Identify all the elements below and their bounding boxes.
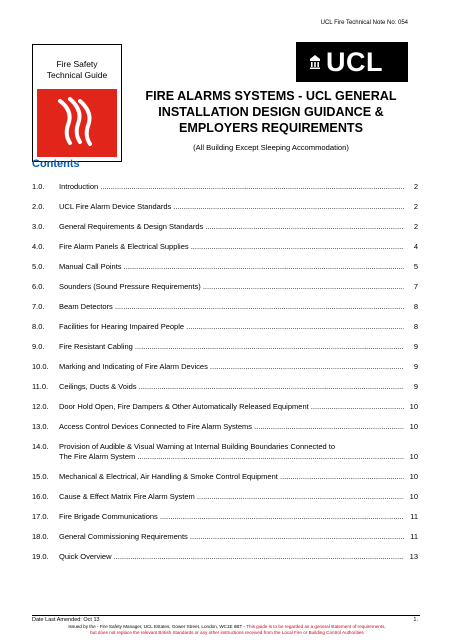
ucl-logo-text: UCL: [326, 46, 383, 77]
technical-note-number: UCL Fire Technical Note No: 054: [320, 20, 408, 26]
footer-date-amended: Date Last Amended: Oct 13: [32, 617, 100, 623]
toc-entry-title-continued: The Fire Alarm System .....: [59, 452, 404, 462]
toc-entry-page: 7: [413, 282, 418, 291]
toc-entry-number: 7.0.: [32, 302, 45, 311]
title-line3: EMPLOYERS REQUIREMENTS: [178, 121, 364, 135]
ucl-logo: [296, 42, 408, 82]
toc-entry-title: Ceilings, Ducts & Voids .....: [59, 382, 404, 392]
toc-entry-number: 13.0.: [32, 422, 49, 431]
toc-entry-title: Mechanical & Electrical, Air Handling & Smoke Control Equipment .....: [59, 472, 404, 482]
document-subtitle: (All Building Except Sleeping Accommodation): [193, 143, 349, 152]
toc-entry-number: 11.0.: [32, 382, 49, 391]
toc-entry-number: 18.0.: [32, 532, 49, 541]
technical-guide-box: [32, 44, 122, 162]
toc-entry-page: 9: [413, 382, 418, 391]
toc-entry-title: Access Control Devices Connected to Fire Alarm Systems .....: [59, 422, 404, 432]
toc-entry-title: General Commissioning Requirements .....: [59, 532, 404, 542]
toc-entry-title: Quick Overview .....: [59, 552, 404, 562]
footer-issued-text: Issued by the - Fire Safety Manager, UCL Estates, Gower Street, London, WC1E 6BT -: [68, 624, 246, 629]
toc-entry-page: 4: [413, 242, 418, 251]
toc-entry-number: 1.0.: [32, 182, 45, 191]
toc-entry-page: 10: [409, 452, 418, 461]
toc-entry-number: 14.0.: [32, 442, 49, 451]
toc-entry-number: 16.0.: [32, 492, 49, 501]
toc-entry-title: Fire Brigade Communications .....: [59, 512, 404, 522]
toc-entry-title: Introduction .....: [59, 182, 404, 192]
toc-entry-title: Provision of Audible & Visual Warning at Internal Building Boundaries Connected to: [59, 442, 336, 451]
guide-label: [33, 45, 121, 81]
toc-entry-title: Fire Alarm Panels & Electrical Supplies .....: [59, 242, 404, 252]
toc-entry-page: 11: [410, 512, 418, 521]
fire-flame-icon: [37, 89, 117, 157]
ucl-crest-icon: [308, 54, 322, 70]
footer-issued-by: [20, 624, 434, 636]
toc-entry-title: Cause & Effect Matrix Fire Alarm System .....: [59, 492, 404, 502]
toc-entry-title: General Requirements & Design Standards .....: [59, 222, 404, 232]
toc-entry-title: Sounders (Sound Pressure Requirements) .....: [59, 282, 404, 292]
toc-entry-number: 17.0.: [32, 512, 49, 521]
toc-entry-number: 3.0.: [32, 222, 45, 231]
toc-entry-page: 10: [409, 422, 418, 431]
toc-entry-number: 12.0.: [32, 402, 49, 411]
toc-entry-number: 19.0.: [32, 552, 49, 561]
toc-entry-page: 9: [413, 342, 418, 351]
toc-entry-number: 6.0.: [32, 282, 45, 291]
toc-entry-title: Fire Resistant Cabling .....: [59, 342, 404, 352]
toc-entry-number: 9.0.: [32, 342, 45, 351]
toc-entry-page: 9: [413, 362, 418, 371]
toc-entry-title: Manual Call Points .....: [59, 262, 404, 272]
toc-entry-title: Door Hold Open, Fire Dampers & Other Automatically Released Equipment .....: [59, 402, 404, 412]
toc-entry-number: 15.0.: [32, 472, 49, 481]
toc-entry-title: Marking and Indicating of Fire Alarm Devices .....: [59, 362, 404, 372]
toc-entry-title: Facilities for Hearing Impaired People .....: [59, 322, 404, 332]
title-line2: INSTALLATION DESIGN GUIDANCE &: [158, 105, 384, 119]
title-line1: FIRE ALARMS SYSTEMS - UCL GENERAL: [145, 89, 397, 103]
toc-entry-title: UCL Fire Alarm Device Standards .....: [59, 202, 404, 212]
document-title: [126, 88, 416, 136]
toc-entry-page: 10: [409, 402, 418, 411]
footer-page-number: 1.: [413, 617, 418, 623]
footer-divider: [32, 615, 420, 616]
toc-entry-number: 8.0.: [32, 322, 45, 331]
toc-entry-page: 2: [413, 182, 418, 191]
toc-entry-page: 2: [413, 202, 418, 211]
contents-heading: Contents: [32, 158, 80, 170]
toc-entry-number: 5.0.: [32, 262, 45, 271]
toc-entry-page: 2: [413, 222, 418, 231]
toc-entry-number: 10.0.: [32, 362, 49, 371]
toc-entry-page: 11: [410, 532, 418, 541]
toc-entry-page: 5: [413, 262, 418, 271]
toc-entry-title: Beam Detectors .....: [59, 302, 404, 312]
toc-entry-number: 4.0.: [32, 242, 45, 251]
toc-entry-number: 2.0.: [32, 202, 45, 211]
toc-entry-page: 10: [409, 472, 418, 481]
toc-entry-page: 13: [409, 552, 418, 561]
guide-label-line2: Technical Guide: [46, 70, 108, 80]
toc-entry-page: 8: [413, 302, 418, 311]
footer-disclaimer-line1: This guide is to be regarded as a general statement of requirements,: [246, 624, 386, 629]
guide-label-line1: Fire Safety: [56, 59, 98, 69]
toc-entry-page: 10: [409, 492, 418, 501]
toc-entry-page: 8: [413, 322, 418, 331]
footer-disclaimer-line2: but does not replace the relevant British Standards or any other instructions received from the Local Fire or Building Control Authorities: [90, 630, 364, 635]
